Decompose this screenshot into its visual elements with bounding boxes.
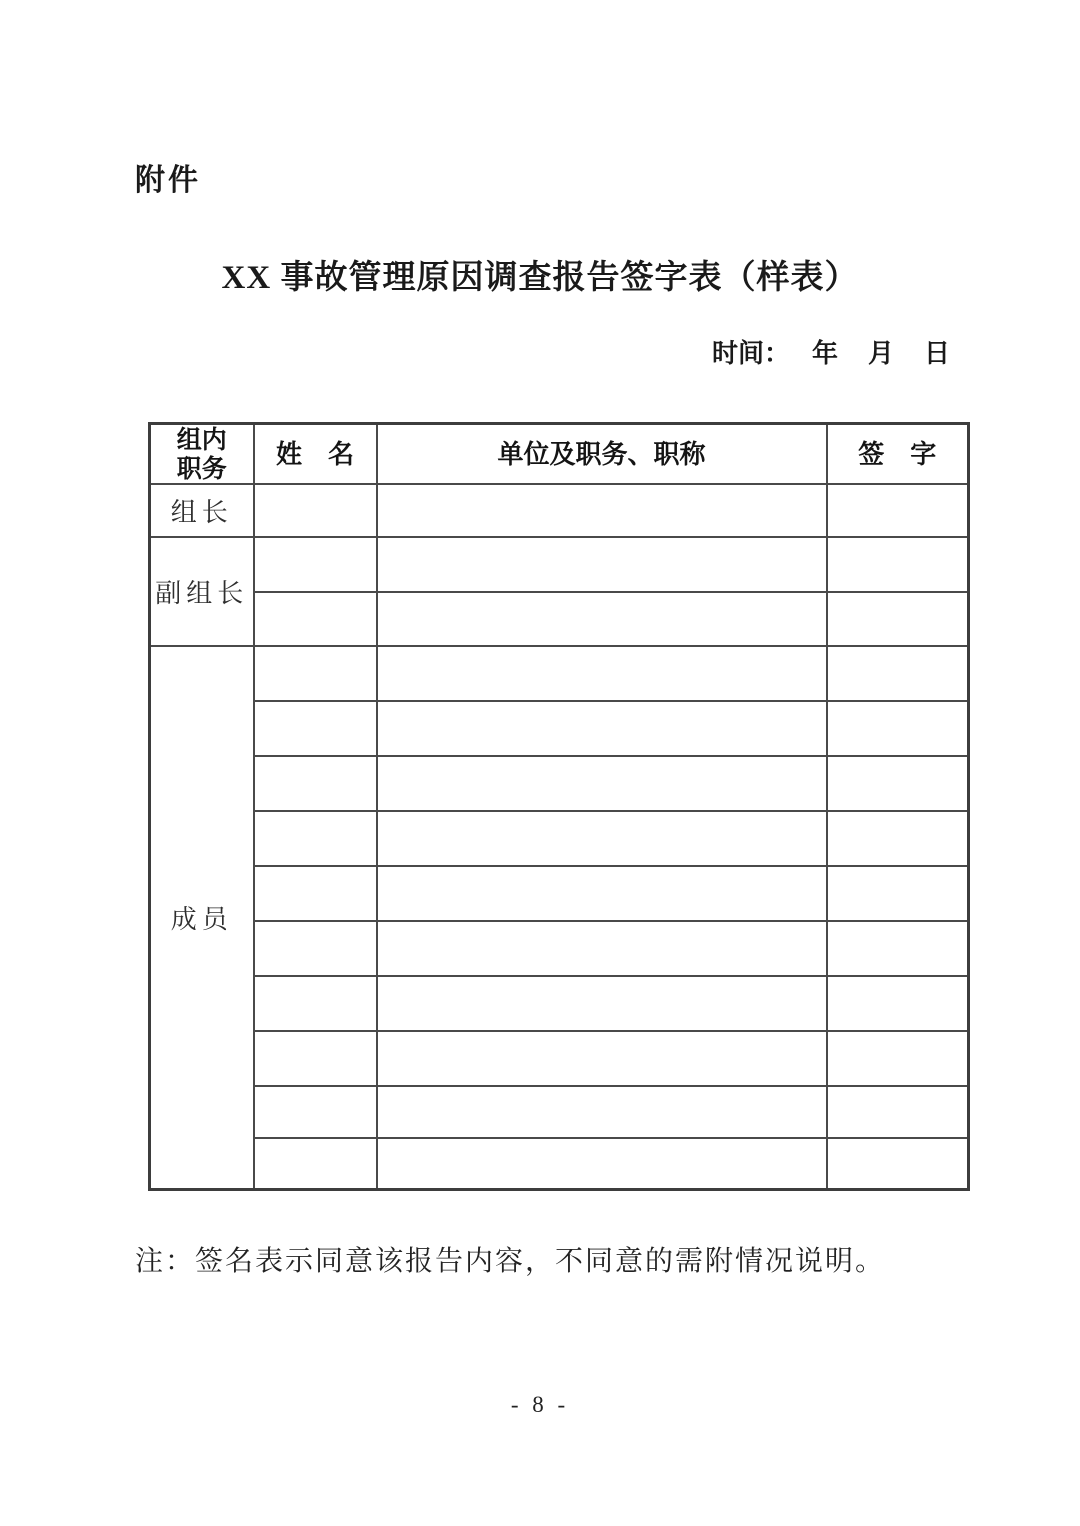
signature-cell [827,921,969,976]
unit-cell [377,484,827,537]
header-unit: 单位及职务、职称 [377,424,827,485]
name-cell [254,592,377,646]
row-label-deputy: 副组长 [150,537,254,646]
unit-cell [377,1138,827,1189]
table-row-member-6 [150,921,969,976]
date-month-label: 月 [868,338,895,368]
signature-cell [827,592,969,646]
signature-cell [827,1086,969,1138]
date-line [712,338,950,369]
unit-cell [377,921,827,976]
date-label: 时间： [712,338,791,368]
signature-cell [827,484,969,537]
name-cell [254,537,377,592]
unit-cell [377,537,827,592]
table-row-deputy-2 [150,592,969,646]
table-row-member-8 [150,1031,969,1086]
unit-cell [377,976,827,1031]
unit-cell [377,701,827,756]
unit-cell [377,592,827,646]
signature-cell [827,701,969,756]
table-row-member-4 [150,811,969,866]
header-name: 姓 名 [254,424,377,485]
page-number: - 8 - [510,1392,570,1417]
name-cell [254,921,377,976]
name-cell [254,866,377,921]
table-header-row [150,424,969,485]
name-cell [254,1138,377,1189]
document-title: XX 事故管理原因调查报告签字表（样表） [221,260,859,296]
table-row-member-1 [150,646,969,701]
name-cell [254,1086,377,1138]
name-cell [254,484,377,537]
unit-cell [377,811,827,866]
unit-cell [377,866,827,921]
signature-cell [827,1031,969,1086]
row-label-leader: 组长 [150,484,254,537]
unit-cell [377,1031,827,1086]
signature-cell [827,756,969,811]
signature-cell [827,811,969,866]
table-row-leader [150,484,969,537]
unit-cell [377,646,827,701]
signature-cell [827,537,969,592]
name-cell [254,701,377,756]
signature-cell [827,646,969,701]
name-cell [254,976,377,1031]
signature-cell [827,976,969,1031]
date-year-label: 年 [812,338,839,368]
unit-cell [377,756,827,811]
table-row-member-7 [150,976,969,1031]
unit-cell [377,1086,827,1138]
table-row-deputy-1 [150,537,969,592]
header-role [150,424,254,485]
name-cell [254,1031,377,1086]
signature-cell [827,1138,969,1189]
note-text: 注：签名表示同意该报告内容，不同意的需附情况说明。 [135,1246,886,1277]
name-cell [254,811,377,866]
table-row-member-10 [150,1138,969,1189]
signature-cell [827,866,969,921]
name-cell [254,756,377,811]
table-row-member-2 [150,701,969,756]
table-row-member-3 [150,756,969,811]
header-signature: 签 字 [827,424,969,485]
row-label-member: 成员 [150,646,254,1189]
table-row-member-5 [150,866,969,921]
attachment-label: 附件 [135,164,201,197]
header-role-line1: 组内 [176,426,227,454]
table-row-member-9 [150,1086,969,1138]
signature-table [148,422,970,1191]
date-day-label: 日 [924,338,951,368]
name-cell [254,646,377,701]
header-role-line2: 职务 [176,455,227,483]
